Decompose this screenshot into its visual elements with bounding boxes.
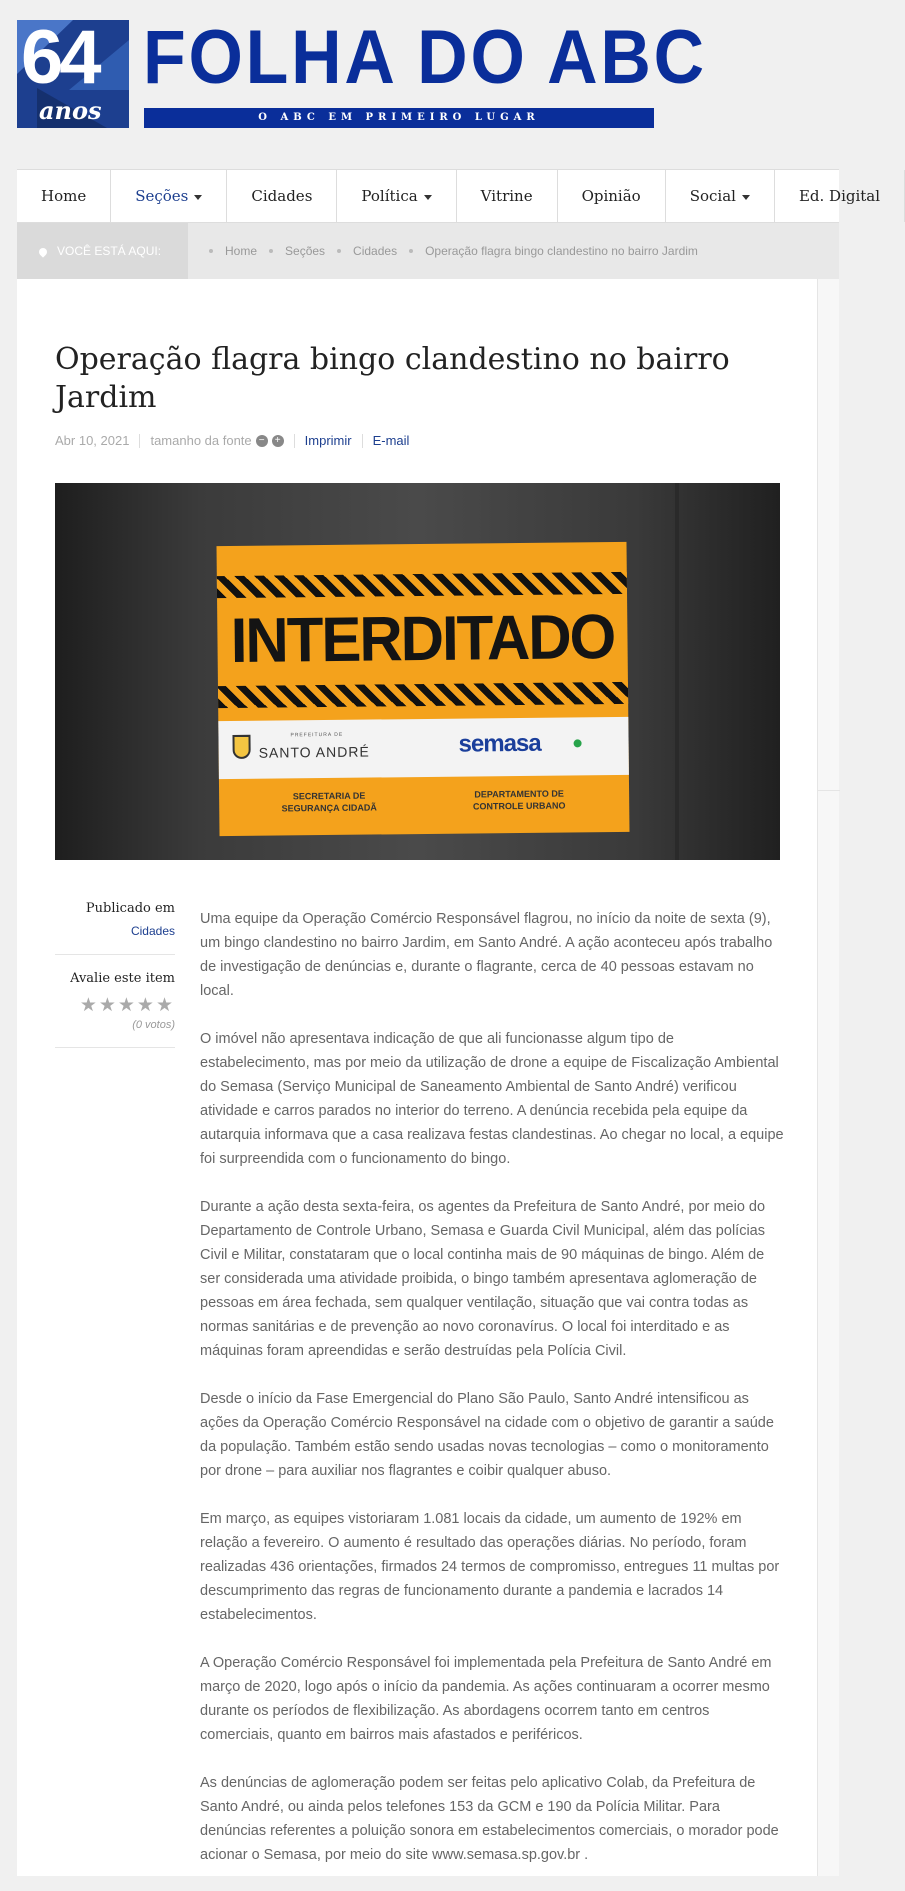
rating-stars[interactable]: ★★★★★ <box>79 995 175 1016</box>
semasa-dot-icon <box>574 739 582 747</box>
caret-down-icon <box>742 195 750 200</box>
breadcrumb-label-box <box>17 223 188 279</box>
nav-label: Política <box>361 187 418 205</box>
article-container <box>17 279 817 1876</box>
logo-number: 64 <box>21 15 98 100</box>
sign-brand: semasa <box>458 729 541 758</box>
font-increase-button[interactable]: + <box>272 435 284 447</box>
nav-label: Opinião <box>581 187 641 205</box>
rate-label: Avalie este item <box>70 971 175 986</box>
sign-city: SANTO ANDRÉ <box>258 743 370 761</box>
article-date: Abr 10, 2021 <box>55 433 130 448</box>
breadcrumb-current: Operação flagra bingo clandestino no bairro Jardim <box>425 244 698 258</box>
site-tagline: O ABC EM PRIMEIRO LUGAR <box>144 108 654 128</box>
breadcrumb-cidades[interactable]: Cidades <box>353 244 398 258</box>
article-paragraph: As denúncias de aglomeração podem ser feitas pelo aplicativo Colab, da Prefeitura de Santo André, ou ainda pelos telefones 153 da GCM e 190 da Polícia Militar. Para denúncias referentes a poluição sonora em estabelecimentos comerciais, o morador pode acionar o Semasa, por meio do site www.semasa.sp.gov.br . <box>200 1775 779 1863</box>
sign-word: INTERDITADO <box>230 601 615 676</box>
article-paragraph: A Operação Comércio Responsável foi implementada pela Prefeitura de Santo André em março de 2020, logo após o início da pandemia. As ações continuaram a ocorrer mesmo durante os períodos de flexibilização. As abordagens ocorrem tanto em centros comerciais, quanto em bairros mais afastados e periféricos. <box>200 1655 772 1743</box>
breadcrumb <box>17 223 839 279</box>
breadcrumb-secoes[interactable]: Seções <box>285 244 326 258</box>
article-title: Operação flagra bingo clandestino no bairro Jardim <box>55 342 730 415</box>
published-in-label: Publicado em <box>85 901 175 916</box>
nav-label: Ed. Digital <box>798 187 881 205</box>
nav-label: Cidades <box>251 187 313 205</box>
article-paragraph: Em março, as equipes vistoriaram 1.081 locais da cidade, um aumento de 192% em relação a fevereiro. O aumento é resultado das operações diárias. No período, foram realizadas 436 orientações, firmados 24 termos de compromisso, entregues 11 multas por descumprimento das regras de funcionamento durante a pandemia e lacrados 14 estabelecimentos. <box>200 1511 780 1623</box>
print-link[interactable]: Imprimir <box>304 433 352 448</box>
breadcrumb-items <box>197 223 698 279</box>
sign-prefeitura: PREFEITURA DE <box>290 731 344 739</box>
bullet-icon <box>409 249 413 253</box>
anniversary-logo[interactable] <box>17 15 129 128</box>
city-crest-icon <box>232 735 250 759</box>
article-photo <box>55 483 780 860</box>
nav-item-social[interactable] <box>666 170 775 222</box>
site-title[interactable]: FOLHA DO ABC <box>143 15 707 100</box>
nav-item-secoes[interactable] <box>111 170 227 222</box>
nav-label: Seções <box>135 187 189 205</box>
article-paragraph: O imóvel não apresentava indicação de que ali funcionasse algum tipo de estabelecimento, mas por meio da utilização de drone a equipe de Fiscalização Ambiental do Semasa (Serviço Municipal de Saneamento Ambiental de Santo André) verificou atividade e carros parados no interior do terreno. A denúncia recebida pela equipe da autarquia informava que a casa realizava festas clandestinas. Ao chegar no local, a equipe foi surpreendida com o funcionamento do bingo. <box>200 1031 784 1167</box>
logo-anos: anos <box>39 96 102 125</box>
nav-item-politica[interactable] <box>337 170 456 222</box>
meta-divider <box>294 434 295 448</box>
article-sidebar <box>55 901 175 1064</box>
font-size-label: tamanho da fonte <box>150 433 252 448</box>
nav-label: Vitrine <box>480 187 533 205</box>
sign-dept-left: SECRETARIA DE SEGURANÇA CIDADÃ <box>281 790 377 814</box>
main-nav <box>17 169 881 223</box>
nav-label: Social <box>689 187 736 205</box>
nav-item-vitrine[interactable] <box>457 170 558 222</box>
nav-item-cidades[interactable] <box>227 170 337 222</box>
sign-dept-right: DEPARTAMENTO DE CONTROLE URBANO <box>472 788 566 812</box>
meta-divider <box>139 434 140 448</box>
breadcrumb-label: VOCÊ ESTÁ AQUI: <box>57 244 162 258</box>
bullet-icon <box>269 249 273 253</box>
divider <box>55 954 175 955</box>
site-header <box>0 0 839 140</box>
article-paragraph: Durante a ação desta sexta-feira, os agentes da Prefeitura de Santo André, por meio do Departamento de Controle Urbano, Semasa e Guarda Civil Municipal, além das polícias Civil e Militar, constataram que o local continha mais de 90 máquinas de bingo. Além de ser considerada uma atividade proibida, o bingo também apresentava aglomeração de pessoas em área fechada, sem qualquer ventilação, situação que vai contra todas as normas sanitárias e de prevenção ao novo coronavírus. O local foi interditado e as máquinas foram apreendidas e serão destruídas pela Polícia Civil. <box>200 1199 766 1359</box>
font-decrease-button[interactable]: − <box>256 435 268 447</box>
breadcrumb-home[interactable]: Home <box>225 244 258 258</box>
category-link[interactable]: Cidades <box>130 924 175 938</box>
right-sidebar-edge <box>817 279 839 1876</box>
votes-count: (0 votos) <box>132 1019 175 1031</box>
article-paragraph: Desde o início da Fase Emergencial do Plano São Paulo, Santo André intensificou as ações da Operação Comércio Responsável na cidade com o objetivo de garantir a saúde da população. Também estão sendo usadas novas tecnologias – como o monitoramento por drone – para auxiliar nos flagrantes e coibir qualquer abuso. <box>200 1391 774 1479</box>
bullet-icon <box>209 249 213 253</box>
email-link[interactable]: E-mail <box>372 433 410 448</box>
bullet-icon <box>337 249 341 253</box>
article-body <box>200 907 785 1891</box>
map-pin-icon <box>37 246 48 257</box>
divider <box>55 1047 175 1048</box>
nav-label: Home <box>41 187 87 205</box>
nav-item-ed-digital[interactable] <box>775 170 905 222</box>
article-meta <box>55 433 409 448</box>
nav-item-home[interactable] <box>17 170 111 222</box>
article-paragraph: Uma equipe da Operação Comércio Responsável flagrou, no início da noite de sexta (9), um bingo clandestino no bairro Jardim, em Santo André. A ação aconteceu após trabalho de investigação de denúncias e, durante o flagrante, cerca de 40 pessoas estavam no local. <box>200 911 773 999</box>
nav-item-opiniao[interactable] <box>558 170 666 222</box>
caret-down-icon <box>424 195 432 200</box>
caret-down-icon <box>194 195 202 200</box>
interdiction-sign <box>216 542 629 836</box>
meta-divider <box>362 434 363 448</box>
